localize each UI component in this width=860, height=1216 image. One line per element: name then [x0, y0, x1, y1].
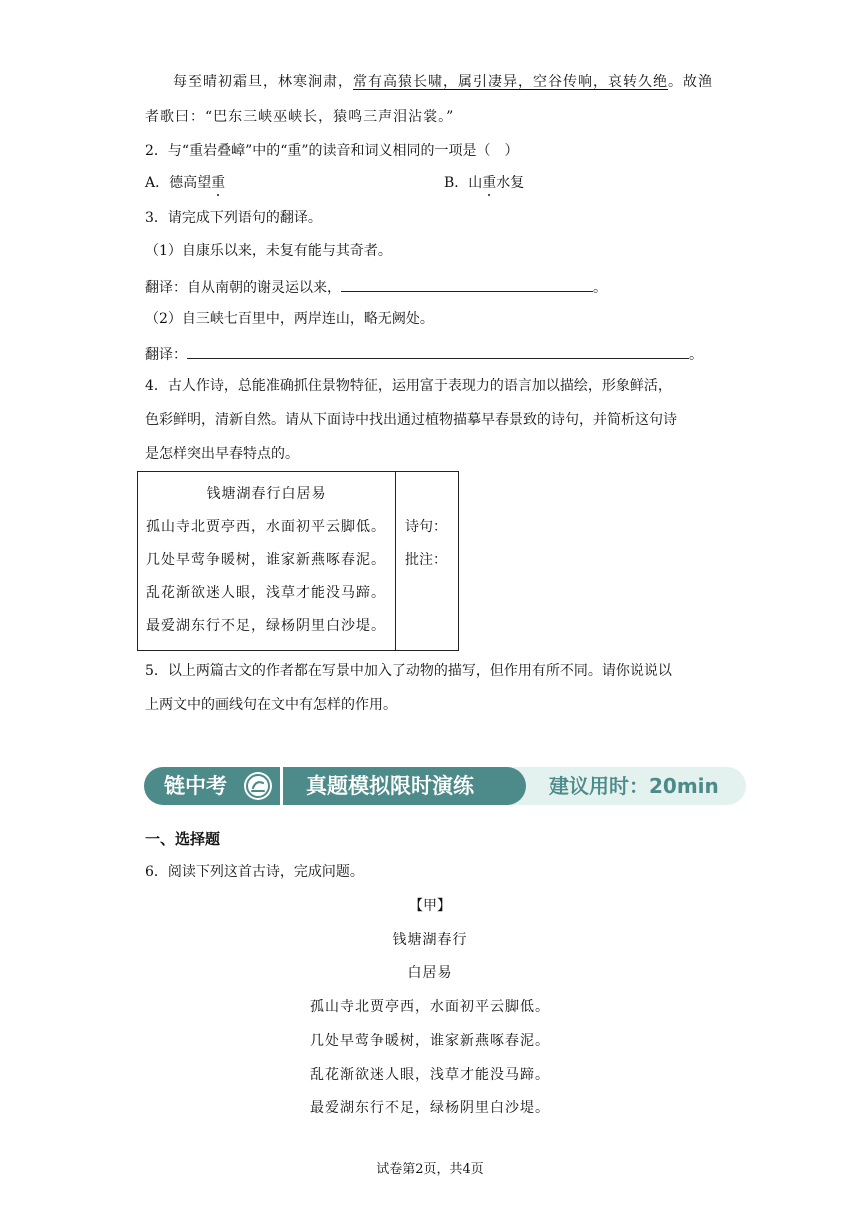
poem-line: 孤山寺北贾亭西，水面初平云脚低。 [146, 519, 386, 535]
option-a-text: 德高望 [169, 175, 212, 191]
option-b-text-pre: 山 [468, 175, 483, 191]
question-3-translation-2 [145, 344, 703, 364]
poem-2-line: 乱花渐欲迷人眼，浅草才能没马蹄。 [310, 1067, 550, 1083]
translation-2-blank[interactable] [187, 344, 689, 359]
poem-tag: 【甲】 [409, 898, 451, 914]
question-4-line-3: 是怎样突出早春特点的。 [145, 446, 299, 462]
question-2-option-b [444, 175, 524, 192]
question-6-stem: 6．阅读下列这首古诗，完成问题。 [145, 864, 364, 880]
question-5-line-1: 5．以上两篇古文的作者都在写景中加入了动物的描写，但作用有所不同。请你说说以 [145, 663, 672, 679]
passage-line-1 [173, 74, 713, 91]
note-label: 批注： [405, 552, 447, 568]
poem-2-line: 最爱湖东行不足，绿杨阴里白沙堤。 [310, 1100, 550, 1116]
section-heading: 一、选择题 [145, 830, 221, 848]
translation-1-blank[interactable] [341, 277, 593, 292]
question-3-sentence-2: （2）自三峡七百里中，两岸连山，略无阙处。 [145, 311, 434, 327]
passage-line-2: 者歌曰：“巴东三峡巫峡长，猿鸣三声泪沾裳。” [145, 109, 455, 125]
translation-2-prefix: 翻译： [145, 347, 187, 363]
question-3-sentence-1: （1）自康乐以来，未复有能与其奇者。 [145, 243, 392, 259]
poem-cell [138, 472, 396, 651]
translation-1-end: 。 [593, 280, 607, 296]
option-a-dotted-char: 重 [211, 175, 226, 191]
question-2-option-a [145, 175, 225, 192]
banner-left-text: 链中考 [164, 774, 227, 798]
passage-line-1-post: 。故渔 [668, 74, 713, 90]
option-a-label: A． [145, 175, 170, 191]
banner-separator [280, 767, 283, 805]
answer-cell[interactable] [396, 472, 459, 651]
poem-line: 乱花渐欲迷人眼，浅草才能没马蹄。 [146, 585, 386, 601]
underlined-sentence: 常有高猿长啸，属引凄异，空谷传响，哀转久绝 [353, 74, 668, 90]
passage-line-1-pre: 每至晴初霜旦，林寒涧肃， [173, 74, 353, 90]
question-5-line-2: 上两文中的画线句在文中有怎样的作用。 [145, 697, 397, 713]
poem-2-line: 几处早莺争暖树，谁家新燕啄春泥。 [310, 1033, 550, 1049]
option-b-text-post: 水复 [496, 175, 525, 191]
poem-2-title: 钱塘湖春行 [392, 932, 468, 948]
question-4-line-2: 色彩鲜明，清新自然。请从下面诗中找出通过植物描摹早春景致的诗句，并简析这句诗 [145, 412, 677, 428]
banner-time-text: 建议用时：20min [549, 774, 719, 798]
poem-2-author: 白居易 [407, 965, 453, 981]
banner-middle-text: 真题模拟限时演练 [306, 774, 474, 798]
translation-2-end: 。 [689, 347, 703, 363]
poem-line: 几处早莺争暖树，谁家新燕啄春泥。 [146, 552, 386, 568]
question-4-line-1: 4．古人作诗，总能准确抓住景物特征，运用富于表现力的语言加以描绘，形象鲜活， [145, 378, 672, 394]
link-icon [244, 772, 272, 800]
question-3-translation-1 [145, 277, 607, 297]
question-3-stem: 3．请完成下列语句的翻译。 [145, 210, 322, 226]
section-banner [144, 767, 746, 805]
option-b-label: B． [444, 175, 469, 191]
question-2-stem: 2．与“重岩叠嶂”中的“重”的读音和词义相同的一项是（ ） [145, 143, 519, 159]
poem-line: 最爱湖东行不足，绿杨阴里白沙堤。 [146, 618, 386, 634]
poem-annotation-table [137, 471, 459, 651]
option-b-dotted-char: 重 [482, 175, 497, 191]
verse-label: 诗句： [405, 519, 447, 535]
translation-1-prefix: 翻译：自从南朝的谢灵运以来， [145, 280, 341, 296]
poem-title: 钱塘湖春行白居易 [206, 486, 327, 502]
poem-2-line: 孤山寺北贾亭西，水面初平云脚低。 [310, 999, 550, 1015]
page-footer: 试卷第2页，共4页 [376, 1162, 484, 1177]
